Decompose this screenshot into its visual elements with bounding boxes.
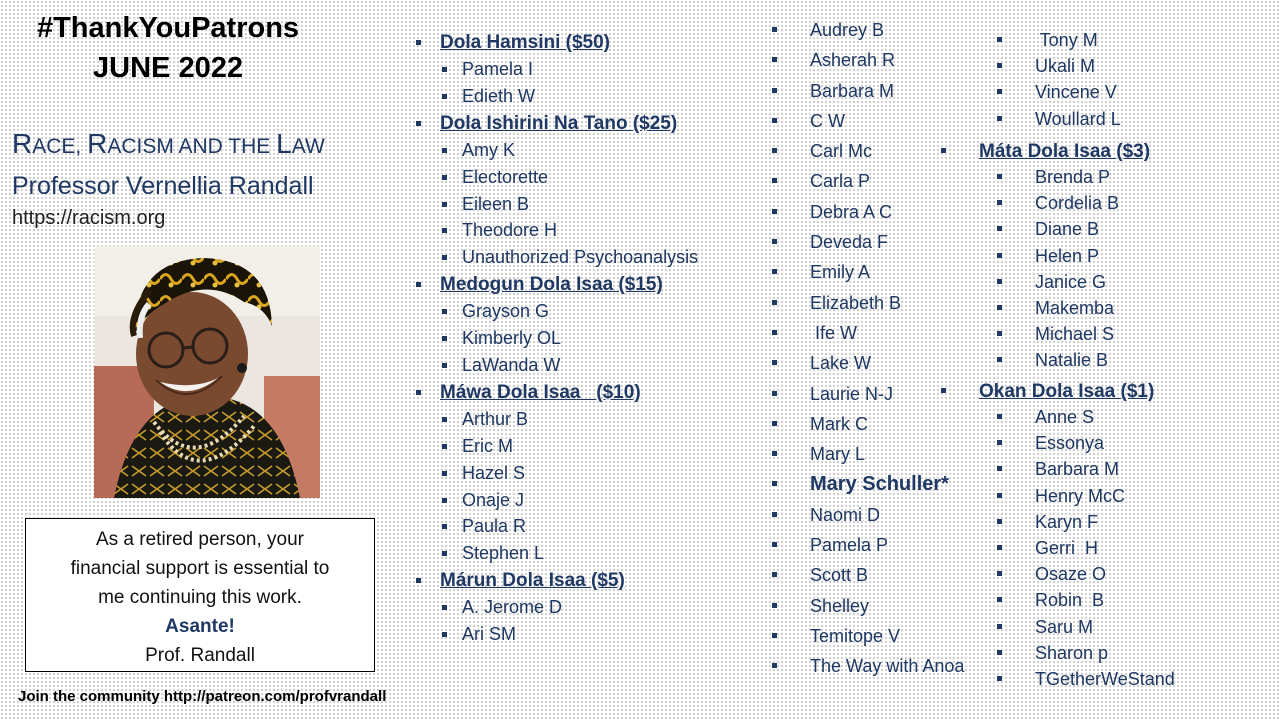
patron-name: Pamela P (810, 530, 964, 560)
patron-name: Henry McC (1035, 483, 1175, 509)
patron-name: Robin B (1035, 587, 1175, 613)
patron-name: Theodore H (414, 217, 698, 244)
patron-name: Mary L (810, 439, 964, 469)
patron-name: Emily A (810, 257, 964, 287)
tier-1-patrons (1035, 404, 1175, 692)
patron-name: Helen P (1035, 243, 1119, 269)
patron-name: Pamela I (414, 56, 698, 83)
patron-name: Natalie B (1035, 347, 1119, 373)
month-title: JUNE 2022 (93, 52, 243, 84)
note-line: me continuing this work. (98, 587, 302, 608)
tier-1-heading-wrap (979, 378, 1154, 405)
tier-heading: Dola Ishirini Na Tano ($25) (414, 110, 698, 137)
patron-name: Shelley (810, 591, 964, 621)
patron-name: Mark C (810, 409, 964, 439)
tier-3-patrons (1035, 164, 1119, 374)
patron-name: Carl Mc (810, 136, 964, 166)
patron-name: The Way with Anoa (810, 651, 964, 681)
patron-name: Eric M (414, 433, 698, 460)
patron-name: LaWanda W (414, 352, 698, 379)
portrait-illustration (94, 246, 320, 498)
note-line: As a retired person, your (95, 529, 305, 550)
patron-column-4 (1035, 27, 1121, 132)
patron-name: TGetherWeStand (1035, 666, 1175, 692)
patron-name: Ife W (810, 318, 964, 348)
patron-name: Naomi D (810, 500, 964, 530)
patron-name: Audrey B (810, 15, 964, 45)
patron-name: Elizabeth B (810, 288, 964, 318)
page-title (12, 8, 324, 88)
patron-name: Amy K (414, 137, 698, 164)
tier-heading: Medogun Dola Isaa ($15) (414, 271, 698, 298)
signature: Prof. Randall (145, 645, 255, 666)
note-line: financial support is essential to (70, 558, 330, 579)
patron-name: Asherah R (810, 45, 964, 75)
patron-name: Woullard L (1035, 106, 1121, 132)
hashtag-title: #ThankYouPatrons (36, 12, 300, 44)
support-note (25, 518, 375, 672)
professor-name: Professor Vernellia Randall (12, 172, 314, 200)
patron-name: Tony M (1035, 27, 1121, 53)
tier-3-heading-wrap (979, 138, 1150, 165)
patron-name: Edieth W (414, 83, 698, 110)
patron-name: Sharon p (1035, 640, 1175, 666)
patron-name: Ari SM (414, 621, 698, 648)
patron-name: Deveda F (810, 227, 964, 257)
patron-name: Diane B (1035, 216, 1119, 242)
patron-name: Debra A C (810, 197, 964, 227)
patron-column-3 (810, 15, 964, 682)
tier-heading: Okan Dola Isaa ($1) (979, 378, 1154, 405)
asante-text: Asante! (165, 616, 235, 637)
patron-name: Janice G (1035, 269, 1119, 295)
patron-name: Saru M (1035, 614, 1175, 640)
tier-heading: Márun Dola Isaa ($5) (414, 567, 698, 594)
patron-name: Ukali M (1035, 53, 1121, 79)
patron-name: Essonya (1035, 430, 1175, 456)
patron-name: Onaje J (414, 487, 698, 514)
professor-photo (94, 246, 320, 498)
footer-link[interactable]: Join the community http://patreon.com/profvrandall (18, 688, 387, 705)
patron-name: Gerri H (1035, 535, 1175, 561)
patron-name: Paula R (414, 513, 698, 540)
patron-name: Osaze O (1035, 561, 1175, 587)
patron-name: Barbara M (810, 76, 964, 106)
patron-name: Anne S (1035, 404, 1175, 430)
patron-name: Carla P (810, 166, 964, 196)
patron-name: A. Jerome D (414, 594, 698, 621)
tier-heading: Máwa Dola Isaa ($10) (414, 379, 698, 406)
patron-name: C W (810, 106, 964, 136)
patron-name: Lake W (810, 348, 964, 378)
patron-name: Cordelia B (1035, 190, 1119, 216)
patron-name: Electorette (414, 164, 698, 191)
patron-name: Brenda P (1035, 164, 1119, 190)
patron-name: Hazel S (414, 460, 698, 487)
course-title: RACE, RACISM AND THE LAW (12, 128, 325, 159)
tier-heading: Dola Hamsini ($50) (414, 29, 698, 56)
patron-name: Temitope V (810, 621, 964, 651)
patron-name: Karyn F (1035, 509, 1175, 535)
patron-name-featured: Mary Schuller* (810, 469, 964, 499)
patron-name: Eileen B (414, 191, 698, 218)
patron-name: Grayson G (414, 298, 698, 325)
patron-name: Michael S (1035, 321, 1119, 347)
patron-name: Stephen L (414, 540, 698, 567)
tier-heading: Máta Dola Isaa ($3) (979, 138, 1150, 165)
tier-list-left (414, 29, 698, 648)
patron-name: Unauthorized Psychoanalysis (414, 244, 698, 271)
patron-name: Makemba (1035, 295, 1119, 321)
patron-name: Vincene V (1035, 79, 1121, 105)
patron-name: Kimberly OL (414, 325, 698, 352)
patron-name: Laurie N-J (810, 379, 964, 409)
website-url: https://racism.org (12, 207, 166, 229)
patron-name: Arthur B (414, 406, 698, 433)
patron-name: Scott B (810, 560, 964, 590)
patron-name: Barbara M (1035, 456, 1175, 482)
